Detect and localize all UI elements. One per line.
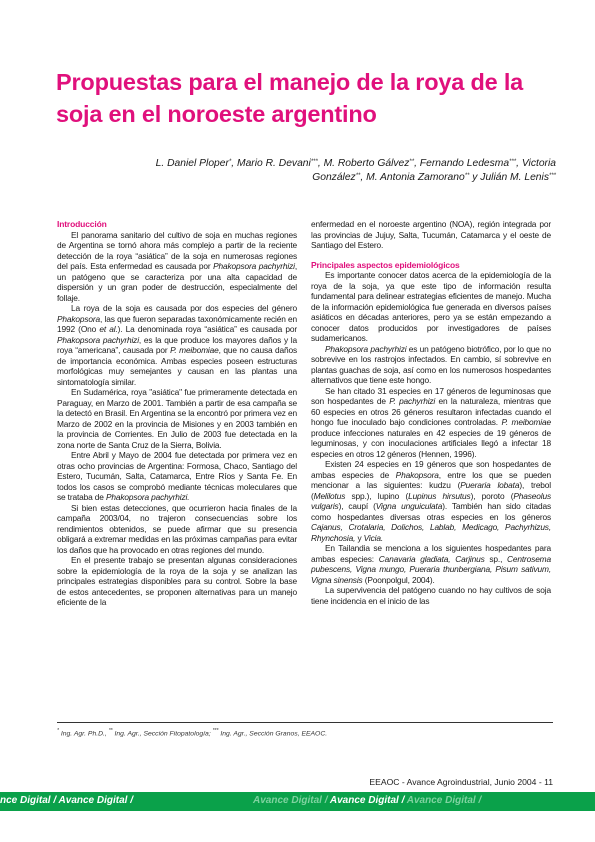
band-text-left: nce Digital / Avance Digital / xyxy=(0,795,133,806)
paragraph: Si bien estas detecciones, que ocurrieron hacia finales de la campaña 2003/04, no trajeron consecuencias sobre los rendimientos obtenidos, se puede afirmar que su presencia obligará a extremar medidas en las próximas campañas para evitar los daños que ha provocado en otras regiones del mundo. xyxy=(57,502,297,555)
paragraph: Se han citado 31 especies en 17 géneros de leguminosas que son hospedantes de P. pachyrhizi en la naturaleza, mientras que 60 especies en otros 26 géneros resultaron infectadas cuando el hongo fue inoculado bajo condiciones controladas. P. meibomiae produce infecciones naturales en 42 especies de 19 géneros de leguminosas, y con inoculaciones artificiales llegó a infectar 18 especies en otros 12 géneros (Hennen, 1996). xyxy=(311,385,551,459)
paragraph: Entre Abril y Mayo de 2004 fue detectada por primera vez en otras ocho provincias de Argentina: Formosa, Chaco, Santiago del Estero, Tucumán, Salta, Catamarca, Entre Ríos y Santa Fe. En todos los casos se comprobó mediante técnicas moleculares que se trataba de Phakopsora pachyrhizi. xyxy=(57,450,297,502)
paragraph: Existen 24 especies en 19 géneros que son hospedantes de ambas especies de Phakopsora, entre los que se pueden mencionar a las siguientes: kudzu (Pueraria lobata), trebol (Melilotus spp.), lupino (Lupinus hirsutus), poroto (Phaseolus vulgaris), caupí (Vigna unguiculata). También han sido citadas como hospedantes diversas otras especies en los géneros Cajanus, Crotalaria, Dolichos, Lablab, Medicago, Pachyrhizus, Rhynchosia, y Vicia. xyxy=(311,459,552,543)
article-title: Propuestas para el manejo de la roya de la soja en el noroeste argentino xyxy=(56,69,524,127)
footer-band xyxy=(0,792,595,811)
footnote: * Ing. Agr. Ph.D., ** Ing. Agr., Sección Fitopatología; *** Ing. Agr., Sección Granos, EEAOC. xyxy=(57,728,328,738)
paragraph: En el presente trabajo se presentan algunas consideraciones sobre la epidemiología de la roya de la soja y se analizan las principales estrategias disponibles para su control. Sobre la base de estos antecedentes, se proponen alternativas para un manejo eficiente de la xyxy=(57,555,297,607)
section-heading-intro: Introducción xyxy=(57,219,107,229)
band-text-right: Avance Digital / Avance Digital / Avance Digital / xyxy=(253,795,482,806)
section-heading-epidemiology: Principales aspectos epidemiológicos xyxy=(311,259,460,270)
author-list: L. Daniel Ploper*, Mario R. Devani***, M. Roberto Gálvez**, Fernando Ledesma***, Victoria González**, M. Antonia Zamorano** y Julián M. Lenis*** xyxy=(155,158,556,183)
paragraph: enfermedad en el noroeste argentino (NOA), región integrada por las provincias de Jujuy, Salta, Tucumán, Catamarca y el oeste de Santiago del Estero. xyxy=(311,219,551,250)
paragraph: La supervivencia del patógeno cuando no hay cultivos de soja tiene incidencia en el inicio de las xyxy=(311,585,551,606)
paragraph: Phakopsora pachyrhizi es un patógeno biotrófico, por lo que no sobrevive en los rastrojos infectados. En cambio, sí sobrevive en plantas guachas de soja, así como en los numerosos hospedantes alternativos que tiene este hongo. xyxy=(311,343,551,385)
paragraph: En Sudamérica, roya "asiática" fue primeramente detectada en Paraguay, en Marzo de 2001. También a partir de esa campaña se la detectó en Brasil. En Argentina se la encontró por primera vez en Marzo de 2002 en la provincia de Misiones y en 2003 también en la provincia de Corrientes. En Julio de 2003 fue detectada en la zona norte de Santa Cruz de la Sierra, Bolivia. xyxy=(57,387,297,450)
paragraph: Es importante conocer datos acerca de la epidemiología de la roya de la soja, ya que este tipo de información resulta fundamental para delinear estrategias eficientes de manejo. Mucha de la información epidemiológica fue generada en diversos países asiáticos en décadas anteriores, pero ya se están empezando a conocer datos producidos por investigadores de países sudamericanos. xyxy=(311,270,551,343)
footnote-divider xyxy=(57,722,553,723)
paragraph: En Tailandia se menciona a los siguientes hospedantes para ambas especies: Canavaria gladiata, Carjinus sp., Centrosema pubescens, Vigna mungo, Pueraria thunbergiana, Pisum sativum, Vigna sinensis (Poonpolgul, 2004). xyxy=(311,543,551,585)
page-footer: EEAOC - Avance Agroindustrial, Junio 2004 - 11 xyxy=(369,777,553,787)
paragraph: La roya de la soja es causada por dos especies del género Phakopsora, las que fueron separadas taxonómicamente recién en 1992 (Ono et al.). La denominada roya “asiática” es causada por Phakopsora pachyrhizi, es la que produce los mayores daños y la roya “americana”, causada por P. meibomiae, que no causa daños de importancia económica. Ambas especies poseen estructuras morfológicas muy semejantes y causan en las plantas una sintomatología similar. xyxy=(57,303,298,387)
paragraph: El panorama sanitario del cultivo de soja en muchas regiones de Argentina se tornó ahora más complejo a partir de la reciente detección de la roya “asiática” de la soja en numerosas regiones del país. Esta enfermedad es causada por Phakopsora pachyrhizi, un patógeno que se caracteriza por una alta capacidad de dispersión y un gran poder de destrucción, especialmente del follaje. xyxy=(57,229,297,303)
right-column xyxy=(311,219,551,606)
left-column xyxy=(57,219,297,608)
